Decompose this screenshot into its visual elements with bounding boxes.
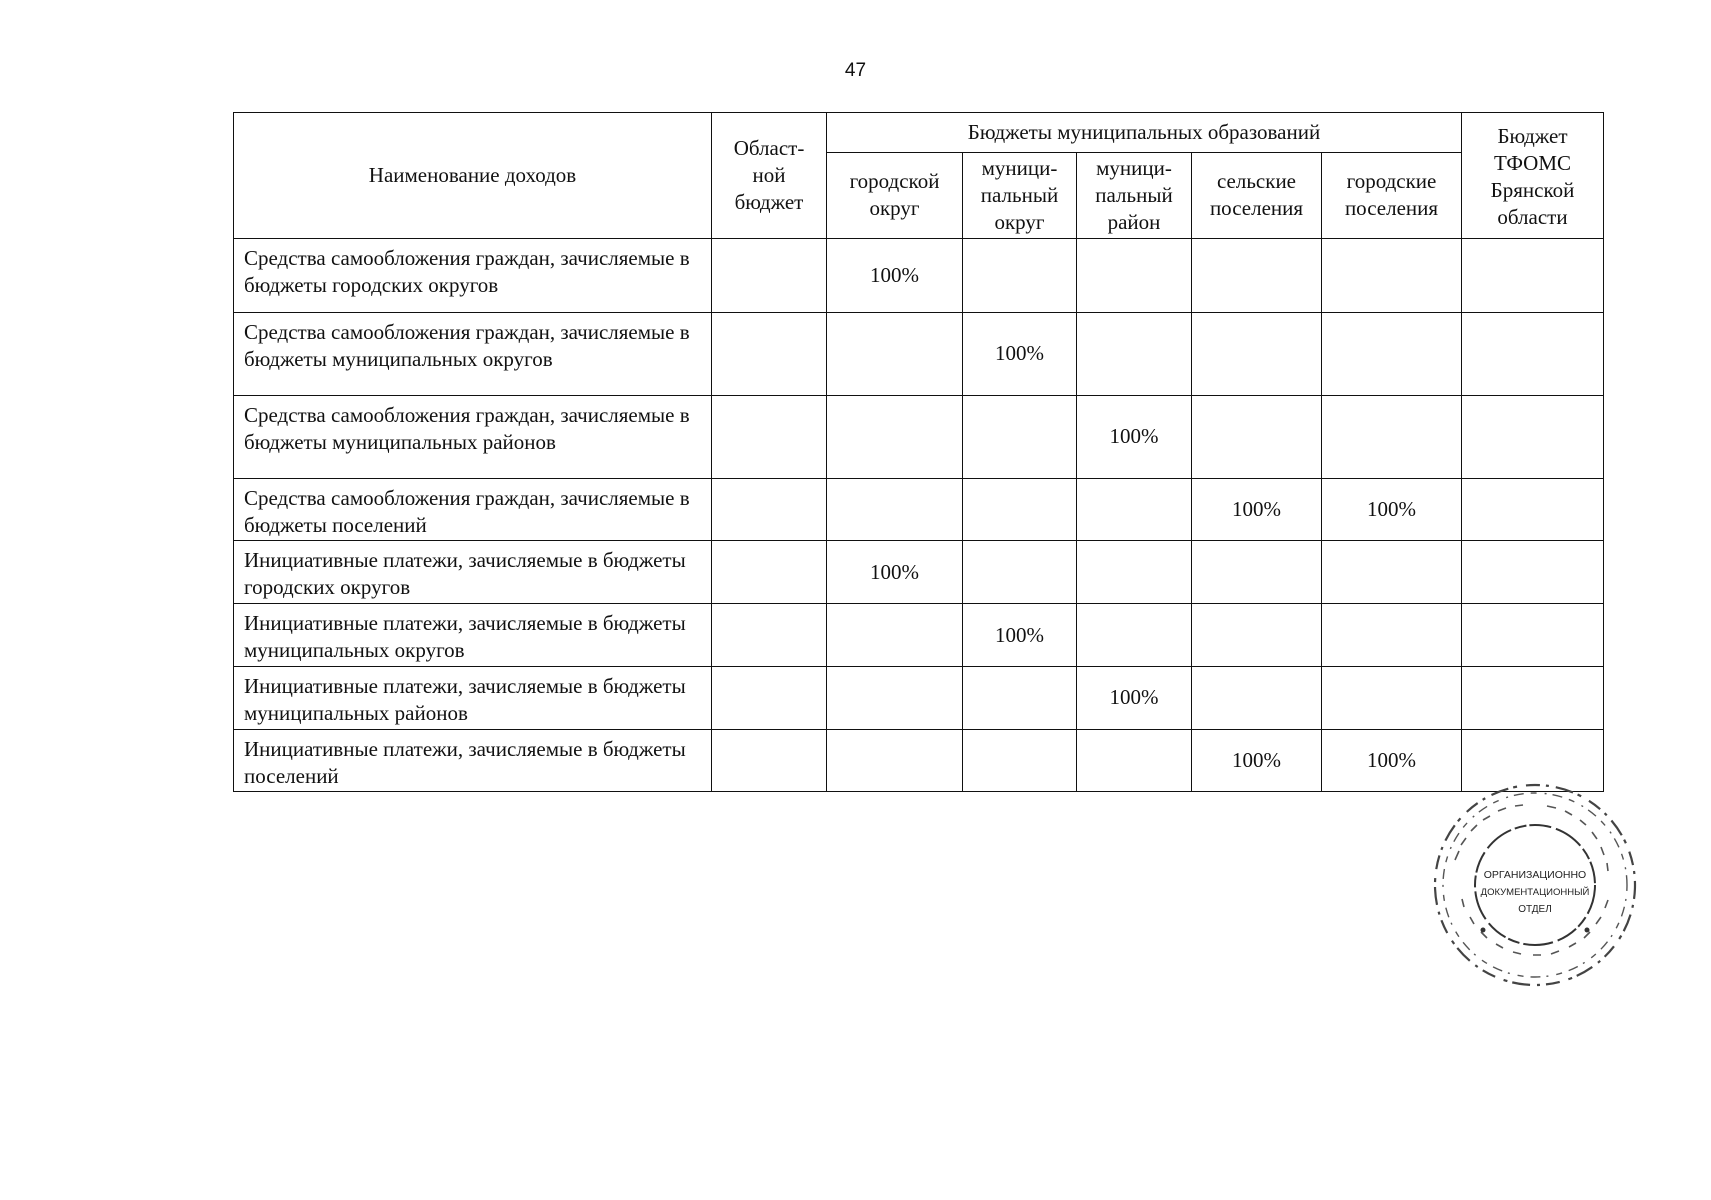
revenue-name-cell: Инициативные платежи, зачисляемые в бюджеты городских округов [234,541,712,604]
stamp-line-1: ОРГАНИЗАЦИОННО [1483,869,1587,881]
revenue-name-cell: Инициативные платежи, зачисляемые в бюджеты поселений [234,729,712,792]
municipal-region-cell: 100% [1077,666,1192,729]
rural-settlements-cell [1192,312,1322,395]
municipal-region-cell [1077,541,1192,604]
urban-settlements-cell [1322,312,1462,395]
rural-settlements-cell [1192,604,1322,667]
city-district-cell [827,312,963,395]
regional-cell [712,312,827,395]
city-district-cell: 100% [827,541,963,604]
municipal-region-cell [1077,729,1192,792]
municipal-district-cell [963,729,1077,792]
table-row [234,395,1604,478]
municipal-district-cell [963,666,1077,729]
header-municipal-region: муници- пальный район [1077,153,1192,239]
regional-cell [712,604,827,667]
header-revenue-name: Наименование доходов [234,113,712,239]
urban-settlements-cell [1322,604,1462,667]
urban-settlements-cell: 100% [1322,478,1462,541]
municipal-region-cell [1077,604,1192,667]
revenue-name-cell: Инициативные платежи, зачисляемые в бюджеты муниципальных районов [234,666,712,729]
revenue-name-cell: Средства самообложения граждан, зачисляемые в бюджеты городских округов [234,238,712,312]
rural-settlements-cell: 100% [1192,729,1322,792]
tfoms-cell [1462,541,1604,604]
stamp-seal-icon [1425,775,1645,995]
municipal-region-cell: 100% [1077,395,1192,478]
rural-settlements-cell: 100% [1192,478,1322,541]
rural-settlements-cell [1192,395,1322,478]
municipal-district-cell [963,395,1077,478]
revenue-name-cell: Средства самообложения граждан, зачисляемые в бюджеты поселений [234,478,712,541]
city-district-cell [827,604,963,667]
department-stamp [1425,775,1645,995]
regional-cell [712,666,827,729]
revenue-name-cell: Инициативные платежи, зачисляемые в бюджеты муниципальных округов [234,604,712,667]
rural-settlements-cell [1192,238,1322,312]
stamp-line-3: ОТДЕЛ [1518,904,1552,915]
table-row [234,238,1604,312]
rural-settlements-cell [1192,541,1322,604]
header-municipal-budgets: Бюджеты муниципальных образований [827,113,1462,153]
municipal-region-cell [1077,478,1192,541]
tfoms-cell [1462,666,1604,729]
regional-cell [712,541,827,604]
regional-cell [712,729,827,792]
revenue-distribution-table [233,112,1604,792]
header-tfoms-budget: Бюджет ТФОМС Брянской области [1462,113,1604,239]
rural-settlements-cell [1192,666,1322,729]
table-row [234,729,1604,792]
regional-cell [712,395,827,478]
header-regional-budget: Област- ной бюджет [712,113,827,239]
header-urban-settlements: городские поселения [1322,153,1462,239]
city-district-cell [827,666,963,729]
municipal-district-cell: 100% [963,604,1077,667]
municipal-region-cell [1077,312,1192,395]
tfoms-cell [1462,395,1604,478]
municipal-district-cell: 100% [963,312,1077,395]
regional-cell [712,238,827,312]
urban-settlements-cell [1322,238,1462,312]
tfoms-cell [1462,478,1604,541]
page-number: 47 [844,60,867,81]
table-row [234,541,1604,604]
city-district-cell [827,478,963,541]
urban-settlements-cell [1322,395,1462,478]
revenue-name-cell: Средства самообложения граждан, зачисляемые в бюджеты муниципальных районов [234,395,712,478]
city-district-cell [827,729,963,792]
city-district-cell: 100% [827,238,963,312]
municipal-district-cell [963,478,1077,541]
header-municipal-district: муници- пальный округ [963,153,1077,239]
urban-settlements-cell [1322,666,1462,729]
table-row [234,478,1604,541]
header-rural-settlements: сельские поселения [1192,153,1322,239]
table-row [234,666,1604,729]
revenue-name-cell: Средства самообложения граждан, зачисляемые в бюджеты муниципальных округов [234,312,712,395]
tfoms-cell [1462,604,1604,667]
tfoms-cell [1462,312,1604,395]
table-row [234,604,1604,667]
municipal-district-cell [963,238,1077,312]
tfoms-cell [1462,238,1604,312]
table-row [234,312,1604,395]
urban-settlements-cell [1322,541,1462,604]
municipal-region-cell [1077,238,1192,312]
header-city-district: городской округ [827,153,963,239]
urban-settlements-cell: 100% [1322,729,1462,792]
city-district-cell [827,395,963,478]
regional-cell [712,478,827,541]
stamp-line-2: ДОКУМЕНТАЦИОННЫЙ [1480,887,1590,898]
municipal-district-cell [963,541,1077,604]
